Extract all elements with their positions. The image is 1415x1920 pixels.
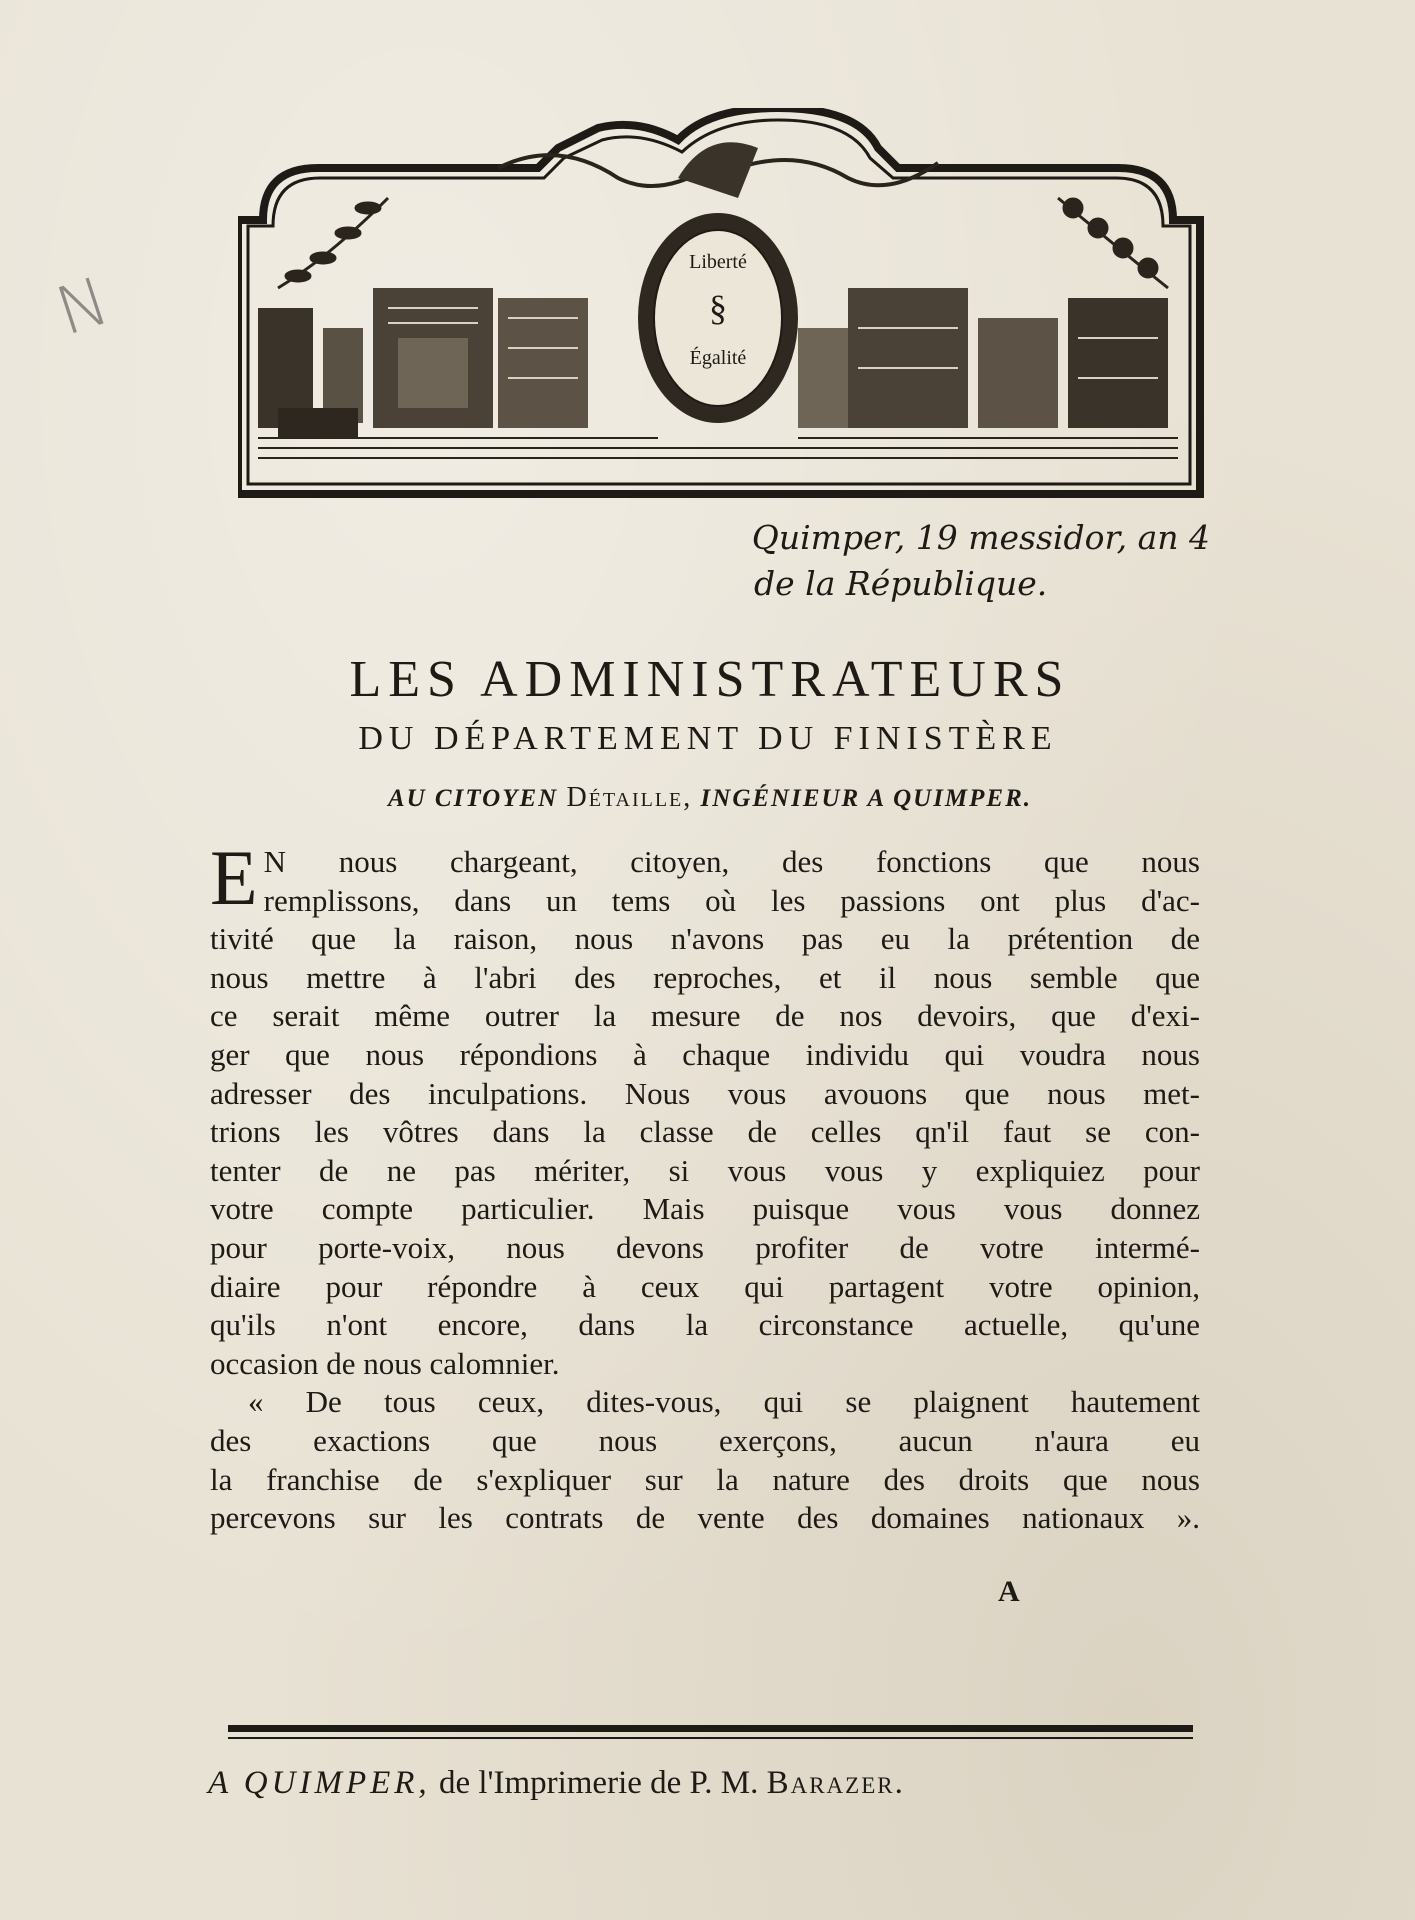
heading-subtitle: DU DÉPARTEMENT DU FINISTÈRE bbox=[358, 720, 1058, 757]
heading-title: LES ADMINISTRATEURS bbox=[349, 651, 1071, 708]
text-line: diaire pour répondre à ceux qui partagent votre opinion, bbox=[210, 1268, 1200, 1304]
dateline-place-date: Quimper, 19 messidor, an 4 bbox=[751, 518, 1210, 557]
engraved-vignette bbox=[238, 108, 1208, 500]
text-line: N nous chargeant, citoyen, des fonctions que nous bbox=[263, 844, 1200, 879]
text-line: tivité que la raison, nous n'avons pas eu la prétention de bbox=[210, 921, 1200, 957]
heading-address bbox=[270, 782, 1150, 814]
text-line: nous mettre à l'abri des reproches, et il nous semble que bbox=[210, 959, 1200, 995]
text-line: pour porte-voix, nous devons profiter de votre intermé- bbox=[210, 1229, 1200, 1265]
paragraph-2 bbox=[210, 1383, 1200, 1537]
text-line: la franchise de s'expliquer sur la nature des droits que nous bbox=[210, 1461, 1200, 1497]
address-prefix: AU CITOYEN bbox=[387, 785, 559, 812]
text-line: trions les vôtres dans la classe de celles qn'il faut se con- bbox=[210, 1114, 1200, 1150]
dateline bbox=[690, 515, 1210, 607]
text-line: remplissons, dans un tems où les passions ont plus d'ac- bbox=[263, 882, 1200, 918]
motto-symbol: § bbox=[709, 288, 727, 328]
imprint-printer: Barazer. bbox=[766, 1765, 905, 1801]
divider-thick bbox=[228, 1725, 1193, 1732]
imprint-place: A QUIMPER, bbox=[208, 1765, 431, 1801]
letter-body bbox=[210, 834, 1200, 1538]
text-line: votre compte particulier. Mais puisque vous vous donnez bbox=[210, 1191, 1200, 1227]
motto-liberte: Liberté bbox=[689, 251, 747, 273]
signature-mark: A bbox=[998, 1575, 1020, 1608]
imprint-text: de l'Imprimerie de P. M. bbox=[438, 1765, 759, 1801]
pencil-annotation: N bbox=[47, 262, 119, 351]
paragraph-1 bbox=[210, 834, 1200, 1383]
text-line: occasion de nous calomnier. bbox=[210, 1345, 560, 1381]
text-line: ger que nous répondions à chaque individu qui voudra nous bbox=[210, 1036, 1200, 1072]
drop-cap: E bbox=[210, 834, 258, 921]
text-line: percevons sur les contrats de vente des domaines nationaux ». bbox=[210, 1500, 1200, 1536]
dateline-republic: de la République. bbox=[754, 564, 1048, 603]
address-name: Détaille, bbox=[566, 782, 693, 813]
text-line: adresser des inculpations. Nous vous avouons que nous met- bbox=[210, 1075, 1200, 1111]
motto-egalite: Égalité bbox=[689, 347, 747, 369]
text-line: ce serait même outrer la mesure de nos devoirs, que d'exi- bbox=[210, 998, 1200, 1034]
address-suffix: INGÉNIEUR A QUIMPER. bbox=[700, 785, 1033, 812]
text-line: des exactions que nous exerçons, aucun n'aura eu bbox=[210, 1422, 1200, 1458]
imprint bbox=[208, 1765, 1198, 1802]
text-line: tenter de ne pas mériter, si vous vous y expliquiez pour bbox=[210, 1152, 1200, 1188]
text-line: qu'ils n'ont encore, dans la circonstance actuelle, qu'une bbox=[210, 1307, 1200, 1343]
divider-thin bbox=[228, 1737, 1193, 1739]
text-line: « De tous ceux, dites-vous, qui se plaignent hautement bbox=[248, 1384, 1200, 1420]
